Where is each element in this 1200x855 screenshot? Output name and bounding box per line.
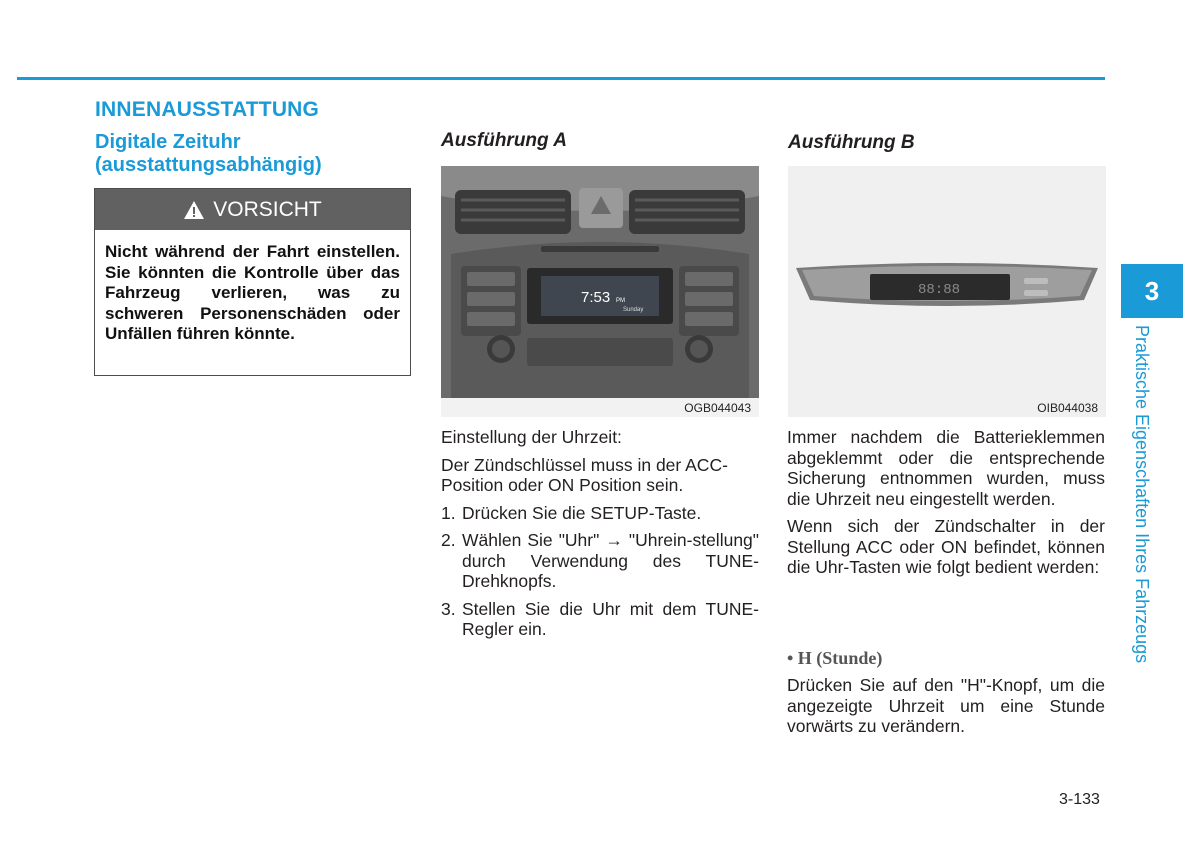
- version-b-text: [787, 427, 1105, 585]
- caution-text: Nicht während der Fahrt einstellen. Sie könnten die Kontrolle über das Fahrzeug verlieren, was zu schweren Personenschäden oder Unfällen führen könnte.: [105, 242, 400, 343]
- section-title: INNENAUSSTATTUNG: [95, 98, 320, 121]
- version-b-heading: Ausführung B: [788, 132, 915, 153]
- caution-box: [94, 188, 411, 376]
- hour-button-heading: • H (Stunde): [787, 648, 883, 668]
- warning-triangle-icon: [183, 200, 205, 220]
- sub-title-line2: (ausstattungsabhängig): [95, 154, 322, 176]
- top-rule: [17, 77, 1105, 80]
- battery-paragraph: Immer nachdem die Batterieklemmen abgeklemmt oder die entsprechende Sicherung entnommen wurden, muss die Uhrzeit neu eingestellt werden.: [787, 427, 1105, 509]
- radio-display-day: Sunday: [623, 307, 644, 313]
- clock-unit-image: [788, 166, 1106, 417]
- list-item: 3. Stellen Sie die Uhr mit dem TUNE-Regler ein.: [441, 598, 759, 639]
- sub-title: [95, 131, 322, 177]
- radio-display-time: 7:53: [581, 289, 611, 306]
- clock-digits: 88:88: [918, 282, 961, 298]
- intro-text: Einstellung der Uhrzeit:: [441, 427, 622, 447]
- list-item: 2. Wählen Sie "Uhr" → "Uhrein-stellung" durch Verwendung des TUNE-Drehknopfs.: [441, 530, 759, 591]
- page-number: 3-133: [1059, 791, 1100, 808]
- sub-title-line1: Digitale Zeituhr: [95, 131, 241, 153]
- hour-button-text-wrap: [787, 675, 1105, 744]
- hour-button-text: Drücken Sie auf den "H"-Knopf, um die angezeigte Uhrzeit um eine Stunde vorwärts zu verändern.: [787, 675, 1105, 736]
- figure-code-a: OGB044043: [684, 401, 751, 415]
- figure-version-b: [788, 166, 1106, 417]
- list-item: 1. Drücken Sie die SETUP-Taste.: [441, 502, 702, 523]
- ignition-paragraph: Wenn sich der Zündschalter in der Stellung ACC oder ON befindet, können die Uhr-Tasten wie folgt bedient werden:: [787, 516, 1105, 577]
- version-a-text: [441, 427, 759, 647]
- dashboard-radio-image: [441, 166, 759, 417]
- chapter-title: Praktische Eigenschaften Ihres Fahrzeugs: [1132, 325, 1152, 664]
- figure-code-b: OIB044038: [1037, 401, 1098, 415]
- version-a-heading: Ausführung A: [441, 130, 567, 151]
- steps-list: [441, 503, 759, 640]
- condition-text: Der Zündschlüssel muss in der ACC-Position oder ON Position sein.: [441, 454, 728, 495]
- caution-header: [95, 189, 410, 230]
- figure-version-a: [441, 166, 759, 417]
- radio-display-pm: PM: [616, 298, 625, 304]
- caution-heading: VORSICHT: [213, 197, 322, 221]
- chapter-tab: 3: [1121, 264, 1183, 318]
